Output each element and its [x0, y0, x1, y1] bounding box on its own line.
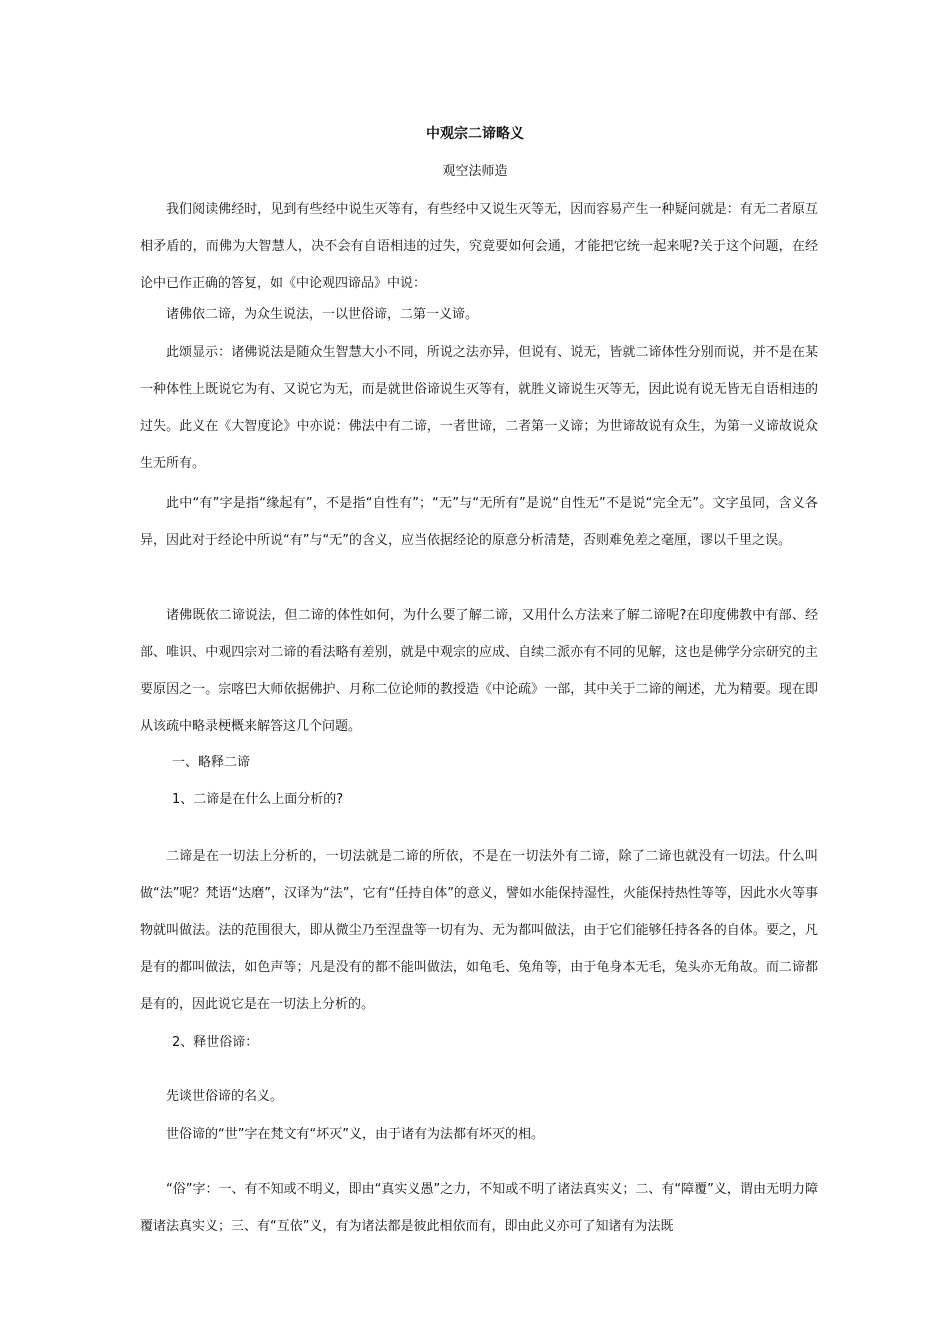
subsection-heading-2: 2、释世俗谛： [172, 1035, 259, 1050]
subsection-heading-1: 1、二谛是在什么上面分析的? [172, 792, 344, 807]
paragraph-su-meaning: “俗”字：一、有不知或不明义，即由“真实义愚”之力，不知或不明了诸法真实义；二、有“障覆”义，谓由无明力障覆诸法真实义；三、有“互依”义，有为诸法都是彼此相依而有，即由此义亦可了知诸有为法既 [140, 1182, 818, 1234]
document-title: 中观宗二谛略义 [426, 126, 524, 142]
paragraph-intro: 我们阅读佛经时，见到有些经中说生灭等有，有些经中又说生灭等无，因而容易产生一种疑问就是：有无二者原互相矛盾的，而佛为大智慧人，决不会有自语相违的过失，究竟要如何会通，才能把它统一起来呢?关于这个问题，在经论中已作正确的答复，如《中论观四谛品》中说： [140, 202, 818, 291]
paragraph-verse-explanation: 此颂显示：诸佛说法是随众生智慧大小不同，所说之法亦异，但说有、说无，皆就二谛体性分别而说，并不是在某一种体性上既说它为有、又说它为无，而是就世俗谛说生灭等有，就胜义谛说生灭等无，因此说有说无皆无自语相违的过失。此义在《大智度论》中亦说：佛法中有二谛，一者世谛，二者第一义谛；为世谛故说有众生，为第一义谛故说众生无所有。 [140, 345, 818, 471]
paragraph-you-wu: 此中“有”字是指“缘起有”，不是指“自性有”；“无”与“无所有”是说“自性无”不是说“完全无”。文字虽同，含义各异，因此对于经论中所说“有”与“无”的含义，应当依据经论的原意分析清楚，否则难免差之毫厘，谬以千里之误。 [140, 496, 818, 548]
section-heading-1: 一、略释二谛 [172, 755, 251, 770]
paragraph-shi-meaning: 世俗谛的“世”字在梵文有“坏灭”义，由于诸有为法都有坏灭的相。 [166, 1127, 544, 1142]
paragraph-two-truths-question: 诸佛既依二谛说法，但二谛的体性如何，为什么要了解二谛，又用什么方法来了解二谛呢?在印度佛教中有部、经部、唯识、中观四宗对二谛的看法略有差别，就是中观宗的应成、自续二派亦有不同的见解，这也是佛学分宗研究的主要原因之一。宗喀巴大师依据佛护、月称二位论师的教授造《中论疏》一部，其中关于二谛的阐述，尤为精要。现在即从该疏中略录梗概来解答这几个问题。 [140, 608, 818, 734]
paragraph-name-meaning: 先谈世俗谛的名义。 [166, 1089, 284, 1104]
document-author: 观空法师造 [442, 164, 508, 179]
paragraph-all-dharmas: 二谛是在一切法上分析的，一切法就是二谛的所依，不是在一切法外有二谛，除了二谛也就没有一切法。什么叫做“法”呢？梵语“达磨”，汉译为“法”，它有“任持自体”的意义，譬如水能保持湿性，火能保持热性等等，因此水火等事物就叫做法。法的范围很大，即从微尘乃至涅盘等一切有为、无为都叫做法，由于它们能够任持各各的自体。要之，凡是有的都叫做法，如色声等；凡是没有的都不能叫做法，如龟毛、兔角等，由于龟身本无毛，兔头亦无角故。而二谛都是有的，因此说它是在一切法上分析的。 [140, 849, 818, 1012]
paragraph-verse: 诸佛依二谛，为众生说法，一以世俗谛，二第一义谛。 [166, 307, 479, 322]
